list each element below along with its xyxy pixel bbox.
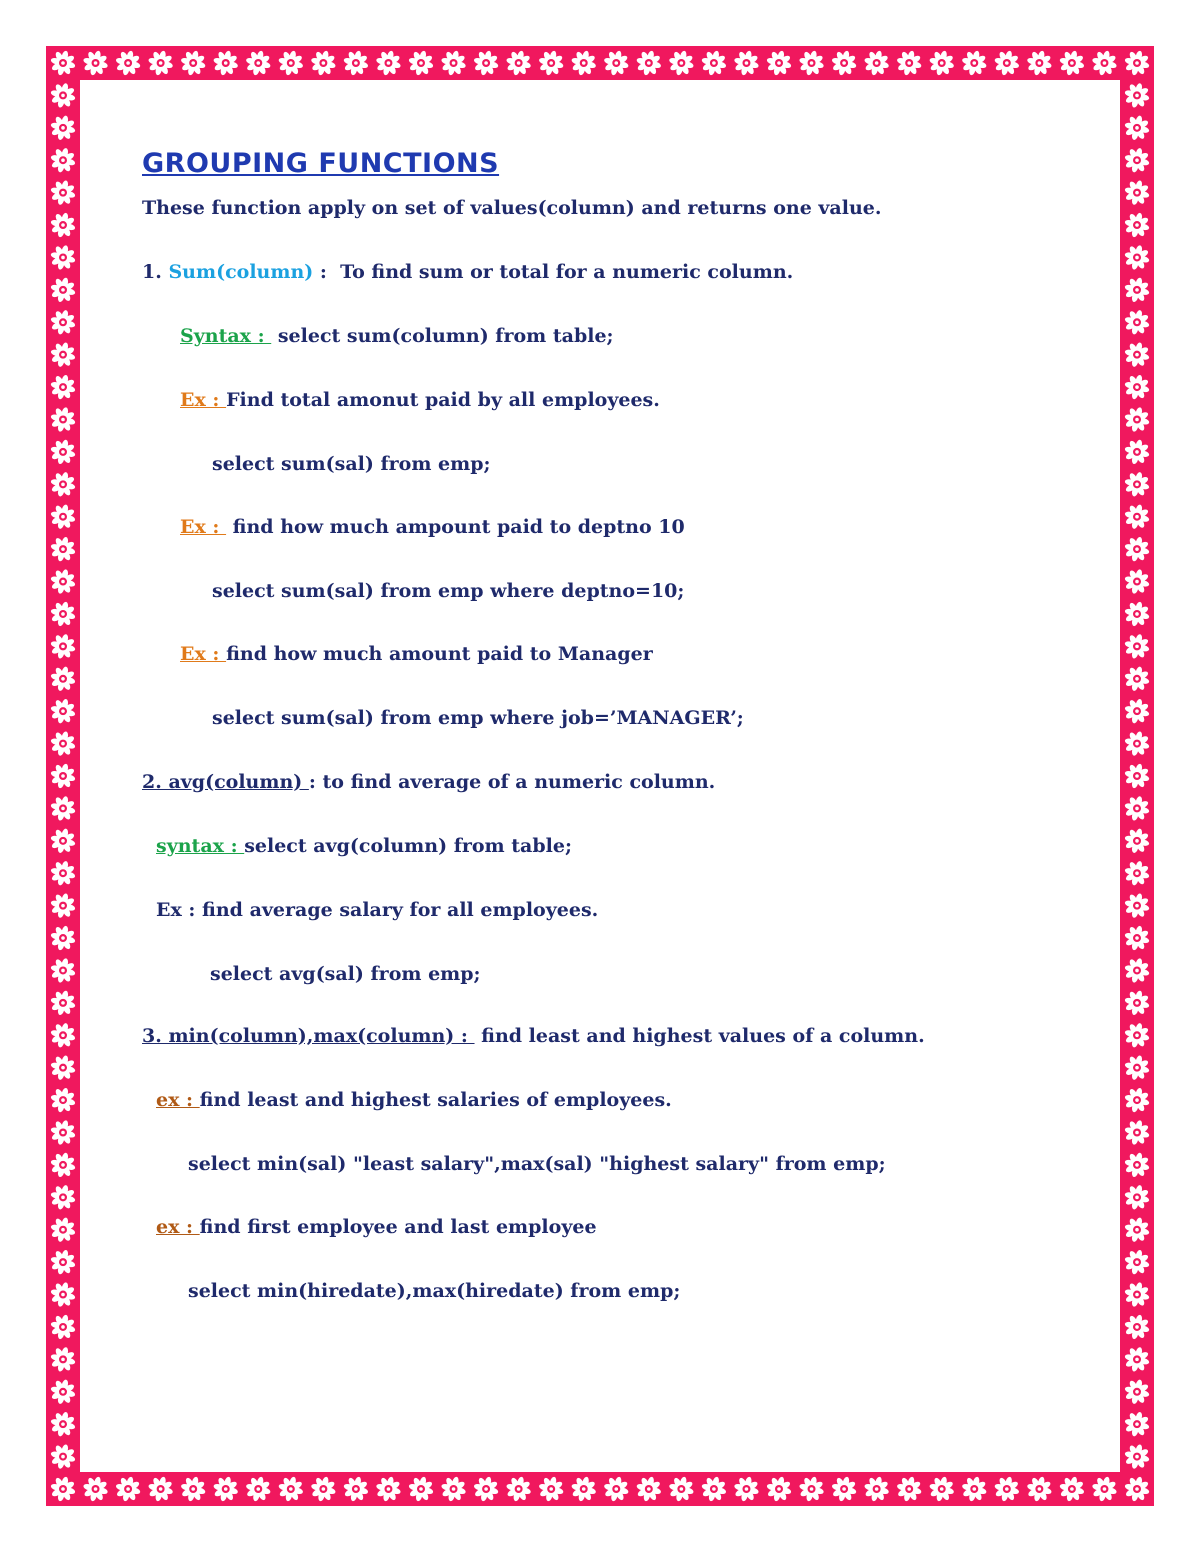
avg-syntax	[156, 834, 572, 858]
minmax-example-1	[156, 1088, 672, 1112]
sum-ex3-text: find how much amount paid to Manager	[226, 643, 653, 665]
sum-heading-label: Sum(column)	[168, 261, 314, 283]
page-title: GROUPING FUNCTIONS	[142, 148, 500, 179]
avg-syntax-label: syntax :	[156, 835, 245, 857]
sum-ex2-label: Ex :	[180, 516, 227, 538]
sum-ex1-query: select sum(sal) from emp;	[212, 453, 491, 475]
sum-example-1	[180, 388, 660, 412]
minmax-ex2-query: select min(hiredate),max(hiredate) from emp;	[188, 1280, 681, 1302]
minmax-ex2-text: find first employee and last employee	[199, 1216, 597, 1238]
sum-heading	[142, 260, 793, 284]
sum-ex3-query: select sum(sal) from emp where job=’MANAGER’;	[212, 707, 744, 729]
minmax-heading-label: 3. min(column),max(column) :	[142, 1025, 475, 1047]
sum-ex3-label: Ex :	[180, 643, 227, 665]
minmax-heading	[142, 1024, 925, 1048]
sum-ex1-label: Ex :	[180, 389, 227, 411]
minmax-ex1-query: select min(sal) "least salary",max(sal) "highest salary" from emp;	[188, 1153, 886, 1175]
minmax-ex1-label: ex :	[156, 1089, 200, 1111]
intro-text: These function apply on set of values(column) and returns one value.	[142, 197, 882, 219]
minmax-example-2	[156, 1215, 597, 1239]
sum-example-3	[180, 642, 653, 666]
sum-heading-number: 1.	[142, 261, 169, 283]
avg-ex-query: select avg(sal) from emp;	[210, 963, 481, 985]
minmax-heading-desc: find least and highest values of a column.	[474, 1025, 925, 1047]
sum-example-2	[180, 515, 685, 539]
sum-ex2-query: select sum(sal) from emp where deptno=10;	[212, 580, 685, 602]
sum-syntax-text: select sum(column) from table;	[271, 325, 614, 347]
sum-syntax-label: Syntax :	[180, 325, 272, 347]
avg-example: Ex : find average salary for all employees.	[156, 899, 599, 921]
avg-syntax-text: select avg(column) from table;	[244, 835, 572, 857]
minmax-ex1-text: find least and highest salaries of employees.	[199, 1089, 672, 1111]
sum-heading-desc: To find sum or total for a numeric column.	[326, 261, 794, 283]
avg-heading-label: 2. avg(column)	[142, 771, 309, 793]
minmax-ex2-label: ex :	[156, 1216, 200, 1238]
sum-syntax	[180, 324, 614, 348]
sum-heading-colon: :	[313, 261, 327, 283]
sum-ex2-text: find how much ampount paid to deptno 10	[226, 516, 685, 538]
avg-heading	[142, 770, 715, 794]
avg-heading-desc: : to find average of a numeric column.	[308, 771, 716, 793]
sum-ex1-text: Find total amonut paid by all employees.	[226, 389, 660, 411]
